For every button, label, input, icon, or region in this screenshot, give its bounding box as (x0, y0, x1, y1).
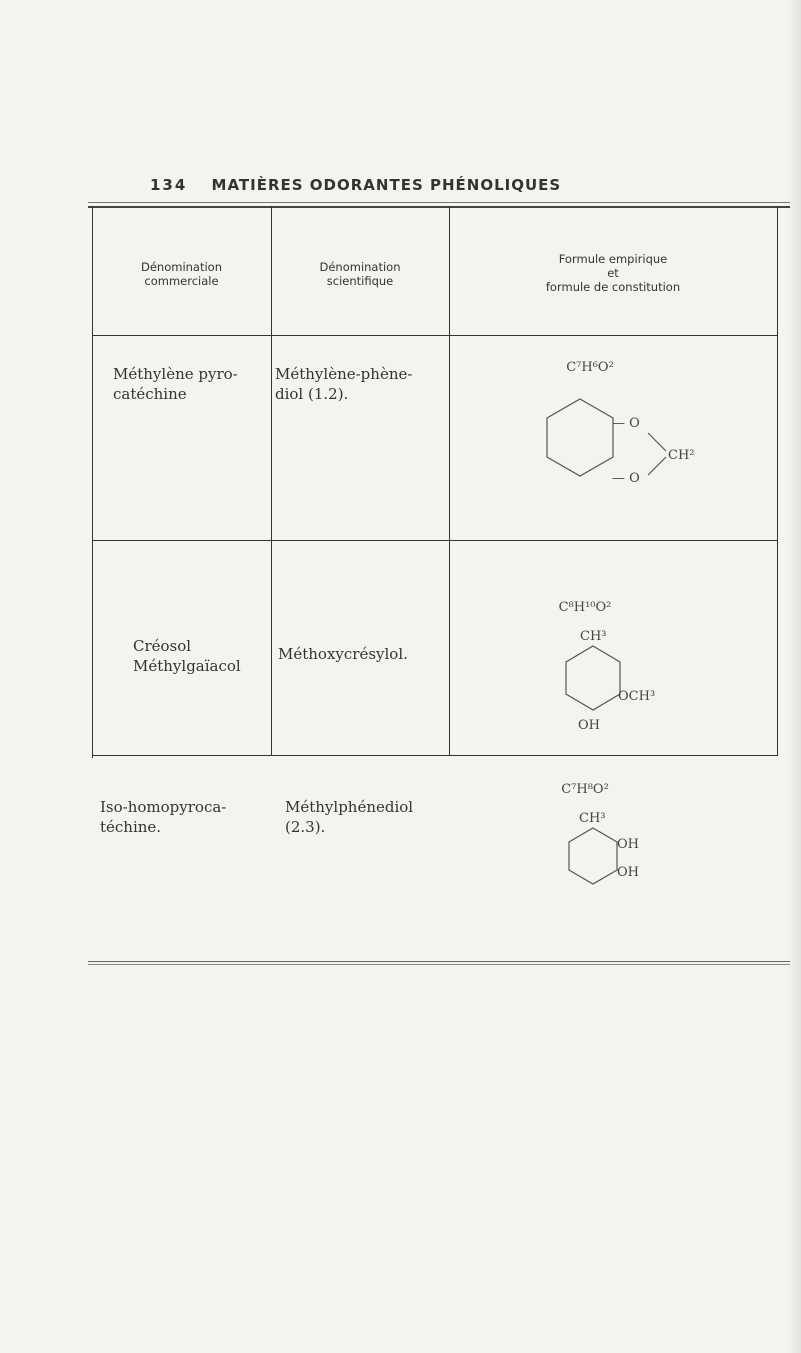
header-formula-line1: Formule empirique (558, 252, 668, 266)
header-formula-line3: formule de constitution (545, 280, 681, 294)
table-right-border (777, 206, 778, 756)
row3-commercial-name (100, 797, 270, 837)
row3-commercial-line2: téchine. (100, 818, 162, 836)
row-divider-1 (92, 335, 778, 336)
row1-empirical-formula: C⁷H⁶O² (566, 360, 614, 375)
row2-commercial-line1: Créosol (133, 637, 192, 655)
header-commercial-name (92, 260, 271, 288)
row-divider-3 (92, 755, 778, 756)
row3-empirical-formula: C⁷H⁸O² (561, 782, 609, 797)
row2-sub-och3: OCH³ (618, 689, 656, 704)
row3-commercial-line1: Iso-homopyroca- (100, 798, 227, 816)
row2-scientific-name (278, 644, 448, 664)
benzene-ring-shape (566, 646, 620, 710)
table-bottom-rule-2 (88, 964, 790, 965)
header-commercial-line2: commerciale (144, 274, 219, 288)
row2-scientific-line1: Méthoxycrésylol. (278, 645, 408, 663)
running-header (150, 176, 561, 194)
row3-sub-oh-lower: OH (617, 865, 639, 880)
header-scientific-line2: scientifique (326, 274, 394, 288)
row3-sub-oh-upper: OH (617, 837, 639, 852)
row1-sub-upper-o: — O (612, 416, 640, 431)
benzene-ring-shape (547, 399, 613, 476)
table-left-border (92, 206, 93, 758)
row3-scientific-line1: Méthylphénediol (285, 798, 414, 816)
row1-commercial-name (113, 364, 268, 404)
header-formula (449, 252, 777, 294)
row1-commercial-line1: Méthylène pyro- (113, 365, 238, 383)
table-bottom-rule (88, 961, 790, 962)
header-commercial-line1: Dénomination (140, 260, 223, 274)
table-top-rule (88, 202, 790, 203)
header-scientific-name (271, 260, 449, 288)
running-title: MATIÈRES ODORANTES PHÉNOLIQUES (211, 176, 562, 194)
row1-bond-lower (648, 457, 666, 475)
row2-commercial-name (133, 636, 268, 676)
row2-empirical-formula: C⁸H¹⁰O² (558, 600, 612, 615)
row1-sub-lower-o: — O (612, 471, 640, 486)
row3-scientific-name (285, 797, 445, 837)
row1-bond-upper (648, 433, 666, 451)
row2-commercial-line2: Méthylgaïacol (133, 657, 241, 675)
row1-scientific-name (275, 364, 445, 404)
row3-sub-ch3: CH³ (579, 811, 606, 826)
header-scientific-line1: Dénomination (319, 260, 401, 274)
row2-structural-formula (560, 625, 720, 745)
row-divider-2 (92, 540, 778, 541)
row2-sub-oh: OH (578, 718, 600, 733)
column-divider-1 (271, 206, 272, 756)
header-formula-line2: et (607, 266, 619, 280)
row1-structural-formula (540, 385, 720, 535)
row2-sub-ch3: CH³ (580, 629, 607, 644)
row3-structural-formula (565, 808, 705, 928)
row1-commercial-line2: catéchine (113, 385, 187, 403)
row1-scientific-line1: Méthylène-phène- (275, 365, 413, 383)
row1-scientific-line2: diol (1.2). (275, 385, 349, 403)
row1-sub-ch2: CH² (668, 448, 695, 463)
page-number: 134 (150, 176, 188, 194)
benzene-ring-shape (569, 828, 617, 884)
table-top-rule-strong (88, 206, 790, 208)
row3-scientific-line2: (2.3). (285, 818, 326, 836)
